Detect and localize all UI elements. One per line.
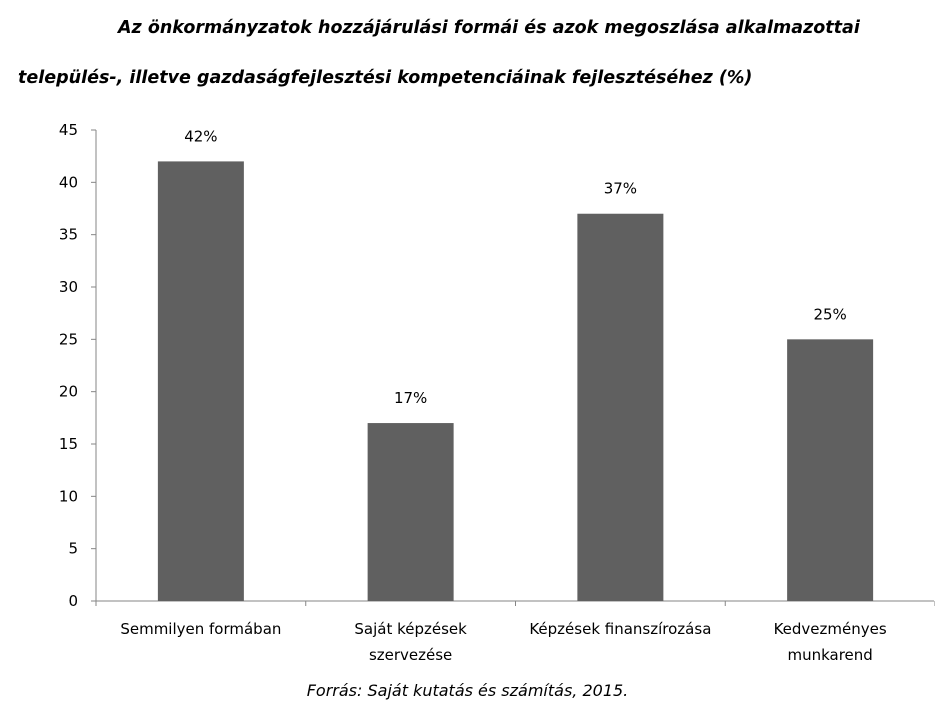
data-label: 17% — [393, 389, 428, 408]
chart-title-line-2: település-, illetve gazdaságfejlesztési kompetenciáinak fejlesztéséhez (%) — [18, 68, 753, 88]
x-category-label: Saját képzések — [354, 620, 467, 638]
y-tick-label: 15 — [58, 435, 78, 453]
data-label: 42% — [184, 127, 218, 146]
data-label: 37% — [603, 179, 638, 198]
x-category-label: Semmilyen formában — [120, 620, 282, 638]
x-category-label: munkarend — [787, 646, 873, 664]
chart-title-line-1: Az önkormányzatok hozzájárulási formái és azok megoszlása alkalmazottai — [118, 18, 860, 38]
y-tick-label: 5 — [68, 539, 78, 558]
source-note: Forrás: Saját kutatás és számítás, 2015. — [306, 681, 629, 700]
bar — [577, 214, 663, 601]
y-tick-label: 30 — [58, 278, 78, 296]
bar — [787, 339, 873, 601]
x-category-label: Kedvezményes — [773, 620, 887, 638]
y-tick-label: 35 — [58, 225, 78, 244]
bar — [368, 423, 454, 601]
bar — [158, 161, 244, 601]
y-tick-label: 20 — [58, 382, 78, 401]
y-tick-label: 0 — [68, 592, 78, 610]
y-tick-label: 10 — [58, 487, 78, 506]
y-tick-label: 40 — [58, 173, 78, 192]
y-tick-label: 25 — [58, 330, 78, 349]
y-tick-label: 45 — [58, 121, 78, 139]
data-label: 25% — [813, 305, 847, 324]
x-category-label: Képzések finanszírozása — [529, 620, 712, 638]
x-category-label: szervezése — [368, 646, 453, 664]
